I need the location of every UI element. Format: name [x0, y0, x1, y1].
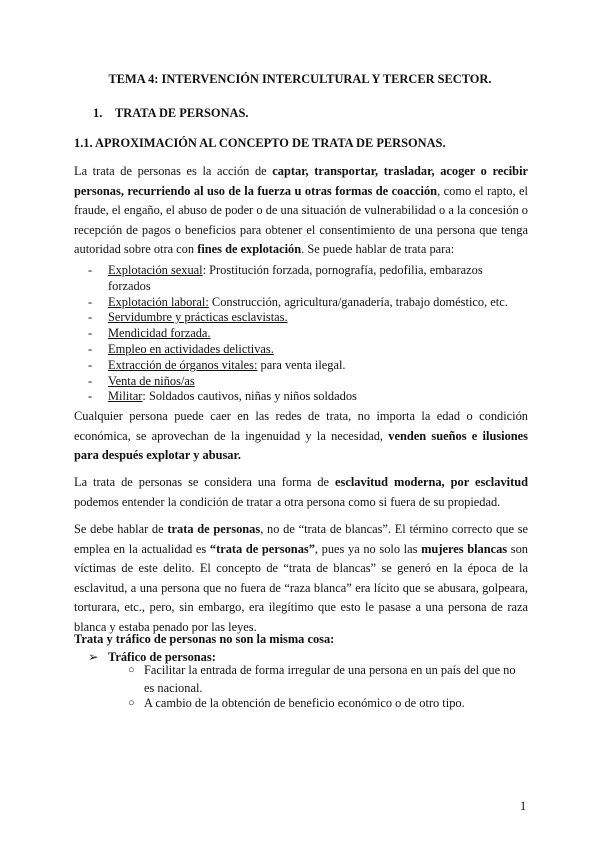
bold-run: mujeres blancas: [421, 541, 508, 556]
list-item-term: Venta de niños/as: [108, 373, 195, 388]
list-dash: -: [88, 326, 93, 341]
bold-run: fines de explotación: [197, 242, 302, 257]
text-run: La trata de personas se considera una forma de: [74, 475, 336, 490]
document-title: TEMA 4: INTERVENCIÓN INTERCULTURAL Y TERCER SECTOR.: [108, 72, 492, 86]
list-item-term: Servidumbre y prácticas esclavistas.: [108, 310, 288, 325]
list-item: [88, 263, 528, 295]
circle-list-item: [128, 662, 528, 697]
text-run: Se debe hablar de: [74, 522, 168, 537]
list-dash: -: [88, 357, 93, 372]
text-run: , como el rapto, el fraude, el engaño, el abuso de poder o de una situación de vulnerabilidad o a la concesión o recepción de pagos o beneficios para obtener el consentimiento de una persona que tenga autoridad sobre otra con: [74, 183, 528, 257]
page-number: 1: [520, 799, 527, 813]
list-dash: -: [88, 263, 93, 277]
list-dash: -: [88, 341, 93, 356]
paragraph-definition: [74, 162, 528, 260]
paragraph-victims: [74, 407, 528, 466]
section-number: 1.: [93, 106, 103, 120]
section-label: TRATA DE PERSONAS.: [115, 106, 249, 120]
trata-types-list: [88, 263, 528, 405]
list-item: [88, 389, 528, 405]
text-run: Cualquier persona puede caer en las redes de trata, no importa la edad o condición económica, se aprovechan de la ingenuidad y la necesidad,: [74, 409, 528, 443]
bold-run: esclavitud moderna, por esclavitud: [335, 475, 528, 490]
text-run: podemos entender la condición de tratar a otra persona como si fuera de su propiedad.: [74, 494, 501, 509]
arrow-bullet-icon: ➢: [88, 650, 99, 664]
list-item: [88, 342, 528, 358]
circle-list-item: [128, 695, 528, 713]
list-item-term: Explotación sexual: [108, 263, 203, 277]
bold-run: “trata de personas”: [209, 541, 315, 556]
list-item: [88, 310, 528, 326]
bold-run: venden sueños e ilusiones para después explotar y abusar.: [74, 428, 529, 463]
list-item-term: Explotación laboral:: [108, 294, 209, 309]
list-item-term: Militar: [108, 389, 143, 404]
list-item-term: Extracción de órganos vitales:: [108, 357, 258, 372]
text-run: . Se puede hablar de trata para:: [301, 242, 455, 257]
paragraph-slavery: [74, 473, 528, 512]
list-item-detail: : Prostitución forzada, pornografía, pedofilia, embarazos forzados: [108, 263, 483, 293]
section-heading: [93, 106, 248, 121]
trafico-label: Tráfico de personas:: [108, 650, 216, 664]
paragraph-terminology: [74, 520, 528, 637]
text-run: son víctimas de este delito. El concepto de “trata de blancas” se generó en la época de la esclavitud, a una persona que no fuera de “raza blanca” era lícito que se abusara, golpeara, torturara, etc., pero, sin embargo, era ilegítimo que esto le pasase a una persona de raza blanca y estaba penado por las leyes.: [74, 541, 528, 634]
list-item-term: Empleo en actividades delictivas.: [108, 341, 274, 356]
circle-bullet-icon: ○: [128, 664, 135, 676]
list-item: [88, 358, 528, 374]
bold-run: trata de personas: [167, 522, 261, 537]
list-item: [88, 295, 528, 311]
list-item: [88, 374, 528, 390]
text-run: , no de “trata de blancas”. El término correcto que se emplea en la actualidad es: [74, 522, 529, 556]
list-dash: -: [88, 310, 93, 325]
list-item-detail: para venta ilegal.: [257, 357, 346, 372]
circle-item-text: Facilitar la entrada de forma irregular de una persona en un país del que no es nacional.: [144, 663, 516, 695]
subsection-heading: 1.1. APROXIMACIÓN AL CONCEPTO DE TRATA DE PERSONAS.: [74, 136, 446, 150]
list-item: [88, 326, 528, 342]
text-run: , pues ya no solo las: [314, 541, 422, 556]
comparison-heading: Trata y tráfico de personas no son la misma cosa:: [74, 632, 335, 646]
list-dash: -: [88, 373, 93, 388]
list-dash: -: [88, 389, 93, 404]
list-item-term: Mendicidad forzada.: [108, 326, 211, 341]
bold-run: captar, transportar, trasladar, acoger o recibir personas, recurriendo al uso de la fuerza u otras formas de coacción: [74, 164, 529, 198]
circle-bullet-icon: ○: [128, 697, 135, 709]
list-item-detail: : Soldados cautivos, niñas y niños soldados: [142, 389, 357, 404]
list-dash: -: [88, 294, 93, 309]
text-run: La trata de personas es la acción de: [74, 164, 273, 179]
circle-item-text: A cambio de la obtención de beneficio económico o de otro tipo.: [144, 696, 465, 710]
list-item-detail: Construcción, agricultura/ganadería, trabajo doméstico, etc.: [208, 294, 508, 309]
